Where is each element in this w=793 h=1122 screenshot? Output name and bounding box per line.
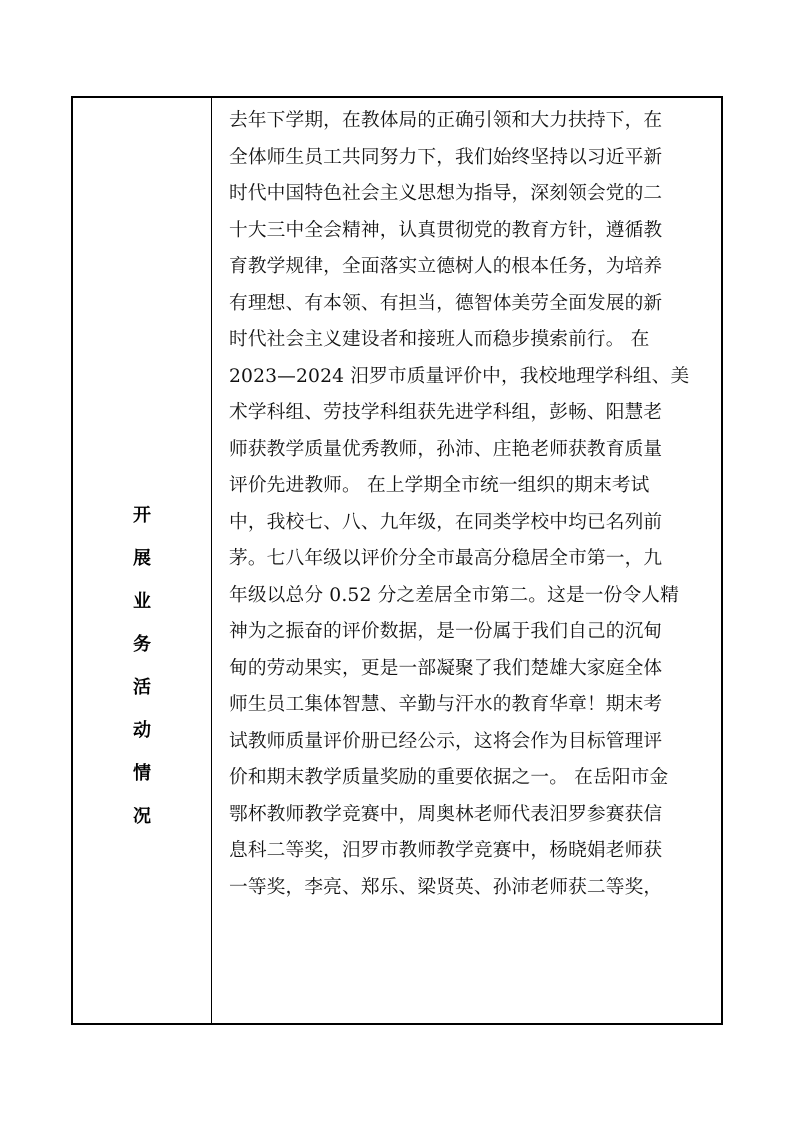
content-line: 息科二等奖，汨罗市教师教学竞赛中，杨晓娟老师获	[229, 840, 663, 861]
content-line: 评价先进教师。 在上学期全市统一组织的期末考试	[229, 475, 650, 496]
row-label-char: 情	[133, 763, 151, 784]
content-line: 中，我校七、八、九年级，在同类学校中均已名列前	[229, 511, 663, 533]
row-label-char: 动	[133, 720, 151, 741]
content-line: 去年下学期，在教体局的正确引领和大力扶持下，在	[229, 110, 663, 131]
content-line: 时代社会主义建设者和接班人而稳步摸索前行。 在	[229, 329, 650, 350]
content-line: 十大三中全会精神，认真贯彻党的教育方针，遵循教	[229, 219, 663, 241]
row-label-cell	[73, 98, 212, 1023]
row-label-char: 开	[133, 505, 151, 526]
content-line: 2023—2024 汨罗市质量评价中，我校地理学科组、美	[229, 365, 690, 387]
row-label-char: 活	[133, 677, 151, 698]
content-line: 全体师生员工共同努力下，我们始终坚持以习近平新	[229, 146, 663, 168]
content-line: 师获教学质量优秀教师，孙沛、庄艳老师获教育质量	[229, 438, 663, 460]
content-line: 育教学规律，全面落实立德树人的根本任务，为培养	[229, 256, 663, 277]
row-label-vertical-text	[73, 494, 211, 838]
content-line: 有理想、有本领、有担当，德智体美劳全面发展的新	[229, 292, 663, 314]
content-paragraph	[229, 103, 717, 906]
activity-report-table	[71, 96, 723, 1025]
content-line: 时代中国特色社会主义思想为指导，深刻领会党的二	[229, 183, 663, 204]
content-cell	[212, 98, 721, 1023]
content-line: 试教师质量评价册已经公示，这将会作为目标管理评	[229, 730, 663, 752]
content-line: 年级以总分 0.52 分之差居全市第二。这是一份令人精	[229, 584, 679, 606]
row-label-char: 况	[133, 806, 151, 827]
content-line: 师生员工集体智慧、辛勤与汗水的教育华章！期末考	[229, 694, 663, 715]
row-label-char: 展	[133, 548, 151, 569]
content-line: 甸的劳动果实，更是一部凝聚了我们楚雄大家庭全体	[229, 657, 663, 679]
content-line: 一等奖，李亮、郑乐、梁贤英、孙沛老师获二等奖，	[229, 876, 663, 898]
content-line: 神为之振奋的评价数据，是一份属于我们自己的沉甸	[229, 621, 663, 642]
row-label-char: 业	[133, 591, 151, 612]
content-line: 价和期末教学质量奖励的重要依据之一。 在岳阳市金	[229, 767, 669, 788]
content-line: 术学科组、劳技学科组获先进学科组，彭畅、阳慧老	[229, 402, 663, 423]
content-line: 鄂杯教师教学竞赛中，周奥林老师代表汨罗参赛获信	[229, 803, 663, 825]
row-label-char: 务	[133, 634, 151, 655]
content-line: 茅。七八年级以评价分全市最高分稳居全市第一，九	[229, 548, 663, 569]
